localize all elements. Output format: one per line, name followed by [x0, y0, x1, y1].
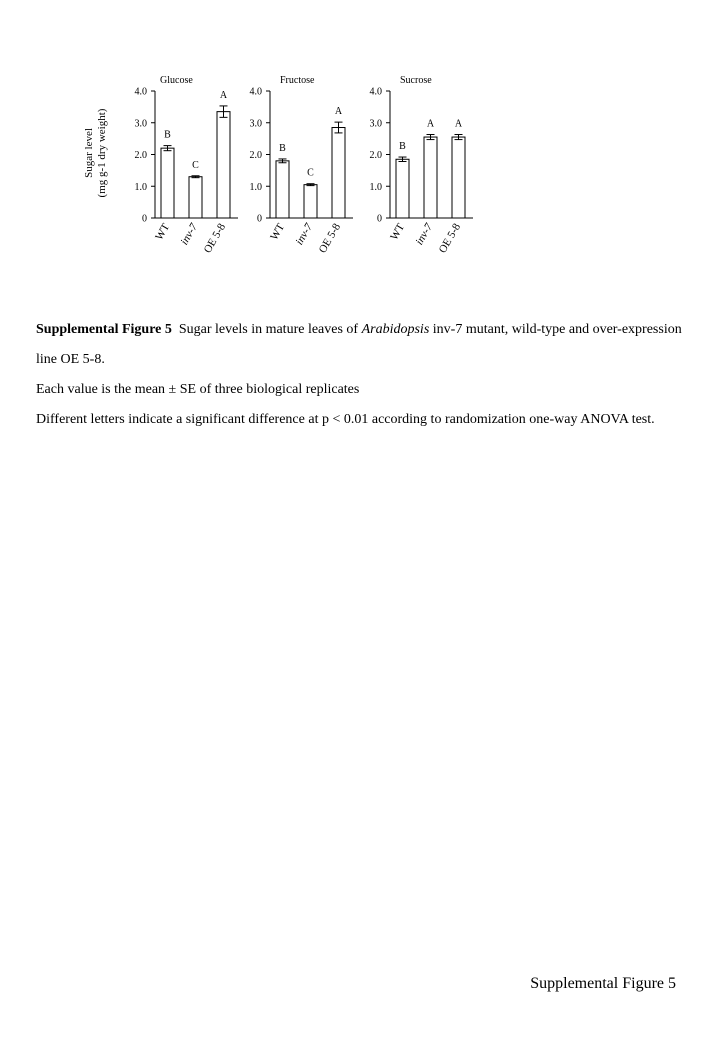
caption-text-post: inv-7 mutant, wild-type and over-expression line OE 5-8.	[36, 322, 682, 367]
panel-3-category-label: OE 5-8	[436, 221, 464, 256]
panel-2-title: Fructose	[280, 75, 315, 86]
panel-2-y-tick-label: 1.0	[249, 181, 262, 193]
panel-2-category-label: WT	[268, 221, 288, 243]
panel-2-significance-letter: A	[334, 106, 343, 118]
panel-2-y-tick-label: 4.0	[249, 86, 262, 98]
panel-1-y-tick-label: 4.0	[134, 86, 147, 98]
panel-3-category-label: inv-7	[413, 221, 436, 248]
panel-3-y-tick-label: 0	[377, 213, 382, 225]
caption-species: Arabidopsis	[361, 322, 430, 337]
panel-3-category-label: WT	[388, 221, 408, 243]
caption-line-2: Each value is the mean ± SE of three biological replicates	[36, 382, 360, 397]
panel-3-bar	[396, 159, 409, 218]
panel-1-title: Glucose	[160, 75, 193, 86]
panel-2-significance-letter: B	[279, 142, 286, 154]
panel-2-bar	[276, 161, 289, 218]
panel-3-significance-letter: A	[454, 118, 463, 130]
sugar-level-charts	[0, 0, 720, 290]
panel-1-category-label: WT	[153, 221, 173, 243]
panel-3-y-tick-label: 4.0	[369, 86, 382, 98]
panel-2-y-tick-label: 0	[257, 213, 262, 225]
panel-1-y-tick-label: 0	[142, 213, 147, 225]
panel-2-category-label: inv-7	[293, 221, 316, 248]
panel-1-category-label: inv-7	[178, 221, 201, 248]
panel-1-y-tick-label: 1.0	[134, 181, 147, 193]
panel-1-significance-letter: C	[192, 159, 199, 171]
panel-3-significance-letter: A	[426, 118, 435, 130]
caption-text-pre: Sugar levels in mature leaves of	[178, 322, 362, 337]
caption-label: Supplemental Figure 5	[36, 322, 172, 337]
footer-label: Supplemental Figure 5	[530, 975, 676, 992]
panel-3-bar	[424, 137, 437, 218]
panel-1-bar	[189, 177, 202, 218]
panel-1-bar	[217, 112, 230, 218]
panel-1-y-tick-label: 3.0	[134, 118, 147, 130]
panel-1-y-tick-label: 2.0	[134, 150, 147, 161]
panel-1-bar	[161, 148, 174, 218]
panel-2-category-label: OE 5-8	[316, 221, 344, 256]
panel-2-bar	[304, 185, 317, 218]
figure-caption	[36, 315, 686, 435]
panel-1-significance-letter: A	[219, 89, 228, 101]
panel-3-y-tick-label: 1.0	[369, 181, 382, 193]
panel-2-significance-letter: C	[307, 167, 314, 179]
y-axis-label-line-1: Sugar level	[83, 128, 95, 178]
panel-1-significance-letter: B	[164, 129, 171, 141]
panel-3-title: Sucrose	[400, 75, 432, 86]
caption-line-1	[36, 315, 686, 375]
panel-2-bar	[332, 128, 345, 218]
caption-line-3: Different letters indicate a significant difference at p < 0.01 according to randomization one-way ANOVA test.	[36, 412, 655, 427]
panel-3-significance-letter: B	[399, 141, 406, 153]
panel-2-y-tick-label: 3.0	[249, 118, 262, 130]
panel-3-y-tick-label: 3.0	[369, 118, 382, 130]
y-axis-label-line-2: (mg g-1 dry weight)	[96, 108, 108, 198]
panel-3-y-tick-label: 2.0	[369, 150, 382, 161]
panel-3-bar	[452, 137, 465, 218]
panel-2-y-tick-label: 2.0	[249, 150, 262, 161]
panel-1-category-label: OE 5-8	[201, 221, 229, 256]
